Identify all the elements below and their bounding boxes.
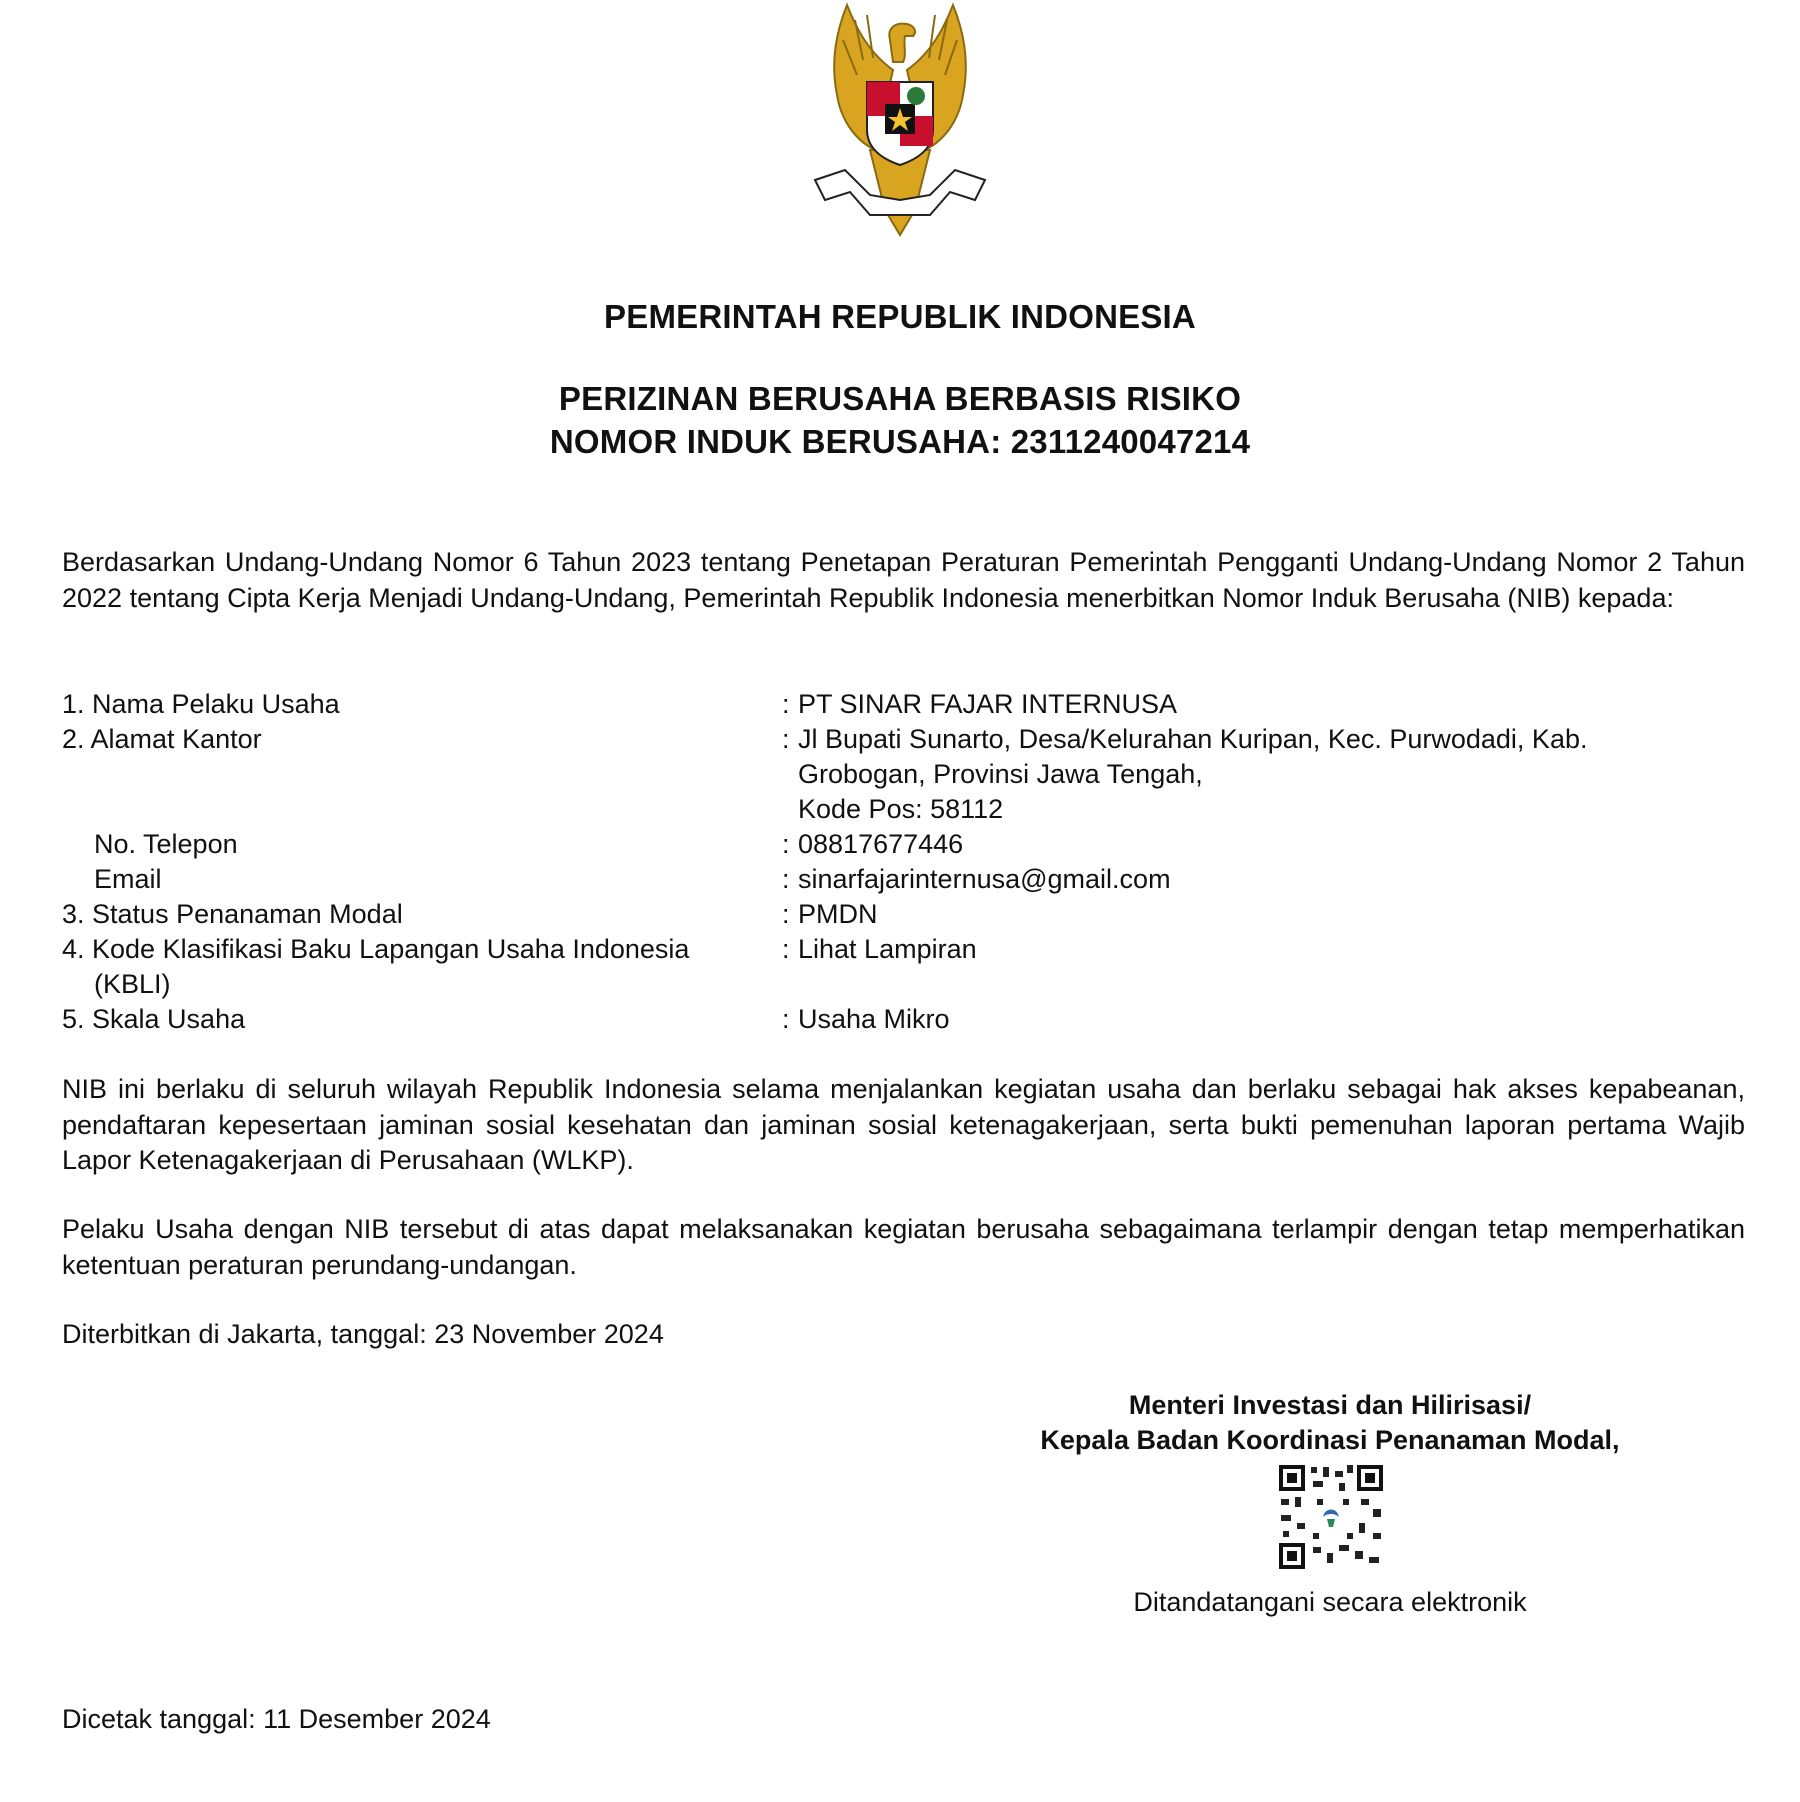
field-separator: :	[782, 724, 790, 754]
alamat-line3: Kode Pos: 58112	[798, 794, 1004, 824]
status-value: PMDN	[798, 899, 878, 929]
issued-date: Diterbitkan di Jakarta, tanggal: 23 November 2024	[62, 1319, 664, 1349]
electronic-signature-note: Ditandatangani secara elektronik	[1133, 1587, 1527, 1617]
activity-paragraph: Pelaku Usaha dengan NIB tersebut di atas dapat melaksanakan kegiatan berusaha sebagaimana terlampir dengan tetap memperhatikan ketentuan peraturan perundang-undangan.	[62, 1214, 1745, 1280]
validity-paragraph: NIB ini berlaku di seluruh wilayah Republik Indonesia selama menjalankan kegiatan usaha dan berlaku sebagai hak akses kepabeanan, pendaftaran kepesertaan jaminan sosial kesehatan dan jaminan sosial ketenagakerjaan, serta bukti pemenuhan laporan pertama Wajib Lapor Ketenagakerjaan di Perusahaan (WLKP).	[62, 1074, 1745, 1175]
skala-label: 5. Skala Usaha	[62, 1004, 246, 1034]
telepon-label: No. Telepon	[94, 829, 238, 859]
alamat-line1: Jl Bupati Sunarto, Desa/Kelurahan Kuripan, Kec. Purwodadi, Kab.	[798, 724, 1588, 754]
email-label: Email	[94, 864, 162, 894]
field-alamat	[62, 722, 1745, 828]
kbli-label-line2: (KBLI)	[94, 969, 171, 999]
intro-paragraph: Berdasarkan Undang-Undang Nomor 6 Tahun 2023 tentang Penetapan Peraturan Pemerintah Pengganti Undang-Undang Nomor 2 Tahun 2022 tentang Cipta Kerja Menjadi Undang-Undang, Pemerintah Republik Indonesia menerbitkan Nomor Induk Berusaha (NIB) kepada:	[62, 547, 1745, 613]
field-separator: :	[782, 689, 790, 719]
signatory-title-line2: Kepala Badan Koordinasi Penanaman Modal,	[1040, 1425, 1620, 1455]
document-title: PERIZINAN BERUSAHA BERBASIS RISIKO	[558, 380, 1242, 417]
printed-date: Dicetak tanggal: 11 Desember 2024	[62, 1704, 491, 1734]
email-value: sinarfajarinternusa@gmail.com	[798, 864, 1171, 894]
kbli-label-line1: 4. Kode Klasifikasi Baku Lapangan Usaha Indonesia	[62, 934, 690, 964]
signatory-title-line1: Menteri Investasi dan Hilirisasi/	[1128, 1390, 1532, 1420]
kbli-value: Lihat Lampiran	[798, 934, 977, 964]
field-separator: :	[782, 1004, 790, 1034]
field-kbli	[62, 932, 1745, 1002]
nama-value: PT SINAR FAJAR INTERNUSA	[798, 689, 1178, 719]
alamat-line2: Grobogan, Provinsi Jawa Tengah,	[798, 759, 1203, 789]
nama-label: 1. Nama Pelaku Usaha	[62, 689, 340, 719]
telepon-value: 08817677446	[798, 829, 964, 859]
nib-number-title: NOMOR INDUK BERUSAHA: 2311240047214	[549, 423, 1251, 460]
alamat-label: 2. Alamat Kantor	[62, 724, 262, 754]
field-separator: :	[782, 829, 790, 859]
field-separator: :	[782, 864, 790, 894]
government-heading: PEMERINTAH REPUBLIK INDONESIA	[604, 298, 1196, 335]
qr-code-icon	[1277, 1463, 1385, 1571]
skala-value: Usaha Mikro	[798, 1004, 950, 1034]
garuda-emblem-icon	[775, 0, 1025, 245]
field-separator: :	[782, 899, 790, 929]
field-separator: :	[782, 934, 790, 964]
status-label: 3. Status Penanaman Modal	[62, 899, 403, 929]
